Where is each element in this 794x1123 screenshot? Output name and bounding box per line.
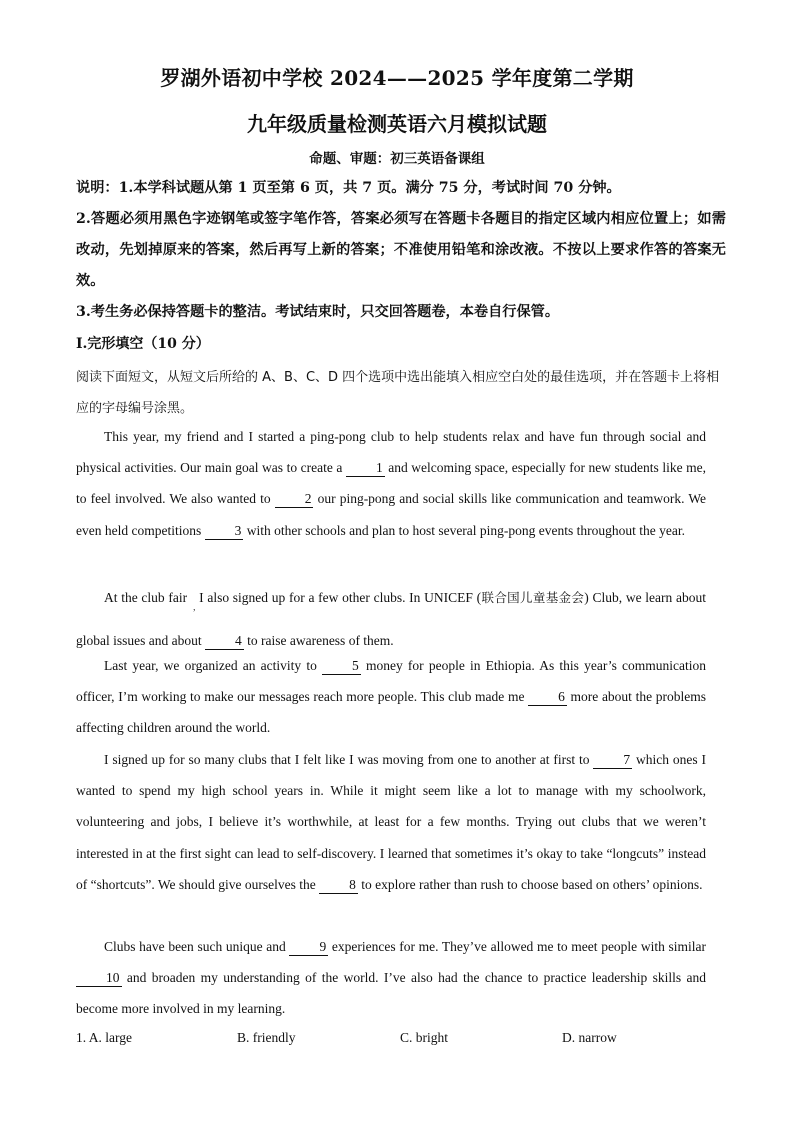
instruction-3: 3.考生务必保持答题卡的整洁。考试结束时，只交回答题卷，本卷自行保管。 bbox=[76, 304, 560, 320]
passage-text: At the club fair bbox=[104, 590, 188, 605]
option-a: 1. A. large bbox=[76, 1030, 132, 1045]
passage-text: experiences for me. They’ve allowed me to meet people with similar bbox=[328, 939, 706, 954]
passage-text: money for people in Ethiopia. As this year’s communication officer, I’m working to make our messages reach more people. This club made me bbox=[76, 658, 707, 705]
blank-9: 9 bbox=[289, 939, 328, 956]
blank-1: 1 bbox=[346, 460, 385, 477]
passage-text: to explore rather than rush to choose based on others’ opinions. bbox=[357, 876, 703, 892]
blank-7: 7 bbox=[593, 752, 632, 769]
exam-title: 罗湖外语初中学校 2024——2025 学年度第二学期 bbox=[160, 66, 634, 90]
instruction-1: 说明：1.本学科试题从第 1 页至第 6 页，共 7 页。满分 75 分，考试时间 70 分钟。 bbox=[76, 180, 621, 196]
passage-paragraph-3 bbox=[76, 650, 706, 744]
passage-text: This year, my friend and I started a ping-pong club to help students relax and have fun through social and physical activities. Our main goal was to create a bbox=[76, 429, 706, 476]
section-title: Ⅰ.完形填空（10 分） bbox=[76, 336, 210, 352]
blank-5: 5 bbox=[322, 658, 361, 675]
blank-4: 4 bbox=[205, 633, 244, 650]
blank-6: 6 bbox=[528, 689, 567, 706]
blank-8: 8 bbox=[319, 877, 358, 894]
instruction-2: 2.答题必须用黑色字迹钢笔或签字笔作答，答案必须写在答题卡各题目的指定区域内相应位置上；如需改动，先划掉原来的答案，然后再写上新的答案；不准使用铅笔和涂改液。不按以上要求作答的答案无效。 bbox=[76, 211, 726, 289]
option-b: B. friendly bbox=[237, 1030, 296, 1045]
blank-2: 2 bbox=[275, 491, 314, 508]
passage-text: and welcoming space, especially for new students like me, to feel involved. We also wanted to bbox=[76, 460, 706, 507]
option-d: D. narrow bbox=[562, 1030, 617, 1045]
passage-text: Clubs have been such unique and bbox=[104, 939, 290, 954]
passage-text: Last year, we organized an activity to bbox=[104, 658, 323, 673]
exam-subtitle: 九年级质量检测英语六月模拟试题 bbox=[247, 112, 547, 136]
blank-3: 3 bbox=[205, 523, 244, 540]
committee-line: 命题、审题：初三英语备课组 bbox=[309, 151, 485, 167]
passage-text: and broaden my understanding of the world. I’ve also had the chance to practice leadership skills and become more involved in my learning. bbox=[76, 970, 706, 1017]
question-1-options bbox=[76, 1030, 726, 1050]
section-direction: 阅读下面短文，从短文后所给的 A、B、C、D 四个选项中选出能填入相应空白处的最佳选项，并在答题卡上将相应的字母编号涂黑。 bbox=[76, 370, 720, 416]
stray-mark: , bbox=[193, 602, 196, 612]
option-c: C. bright bbox=[400, 1030, 449, 1045]
passage-text: with other schools and plan to host several ping-pong events throughout the year. bbox=[243, 522, 686, 538]
passage-text: I also signed up for a few other clubs. In UNICEF ( bbox=[195, 590, 482, 605]
passage-text: I signed up for so many clubs that I felt like I was moving from one to another at first to bbox=[104, 752, 594, 767]
passage-cjk-gloss: 联合国儿童基金会 bbox=[481, 590, 585, 605]
passage-text: which ones I wanted to spend my high school years in. While it might seem like a lot to manage with my schoolwork, volunteering and jobs, I believe it’s worthwhile, at least for a few months. Trying out clubs that we weren’t interested in at the first sight can lead to self-discovery. I learned that sometimes it’s okay to take “longcuts” instead of “shortcuts”. We should give ourselves the bbox=[76, 752, 706, 892]
passage-paragraph-5 bbox=[76, 931, 706, 1025]
passage-text: ) Club, we learn about global issues and about bbox=[76, 590, 706, 648]
passage-text: our ping-pong and social skills like communication and teamwork. We even held competitions bbox=[76, 491, 706, 538]
passage-paragraph-4 bbox=[76, 744, 706, 900]
passage-text: to raise awareness of them. bbox=[243, 633, 394, 648]
passage-paragraph-1 bbox=[76, 421, 706, 546]
blank-10: 10 bbox=[76, 970, 122, 987]
passage-text: more about the problems affecting children around the world. bbox=[76, 689, 706, 736]
